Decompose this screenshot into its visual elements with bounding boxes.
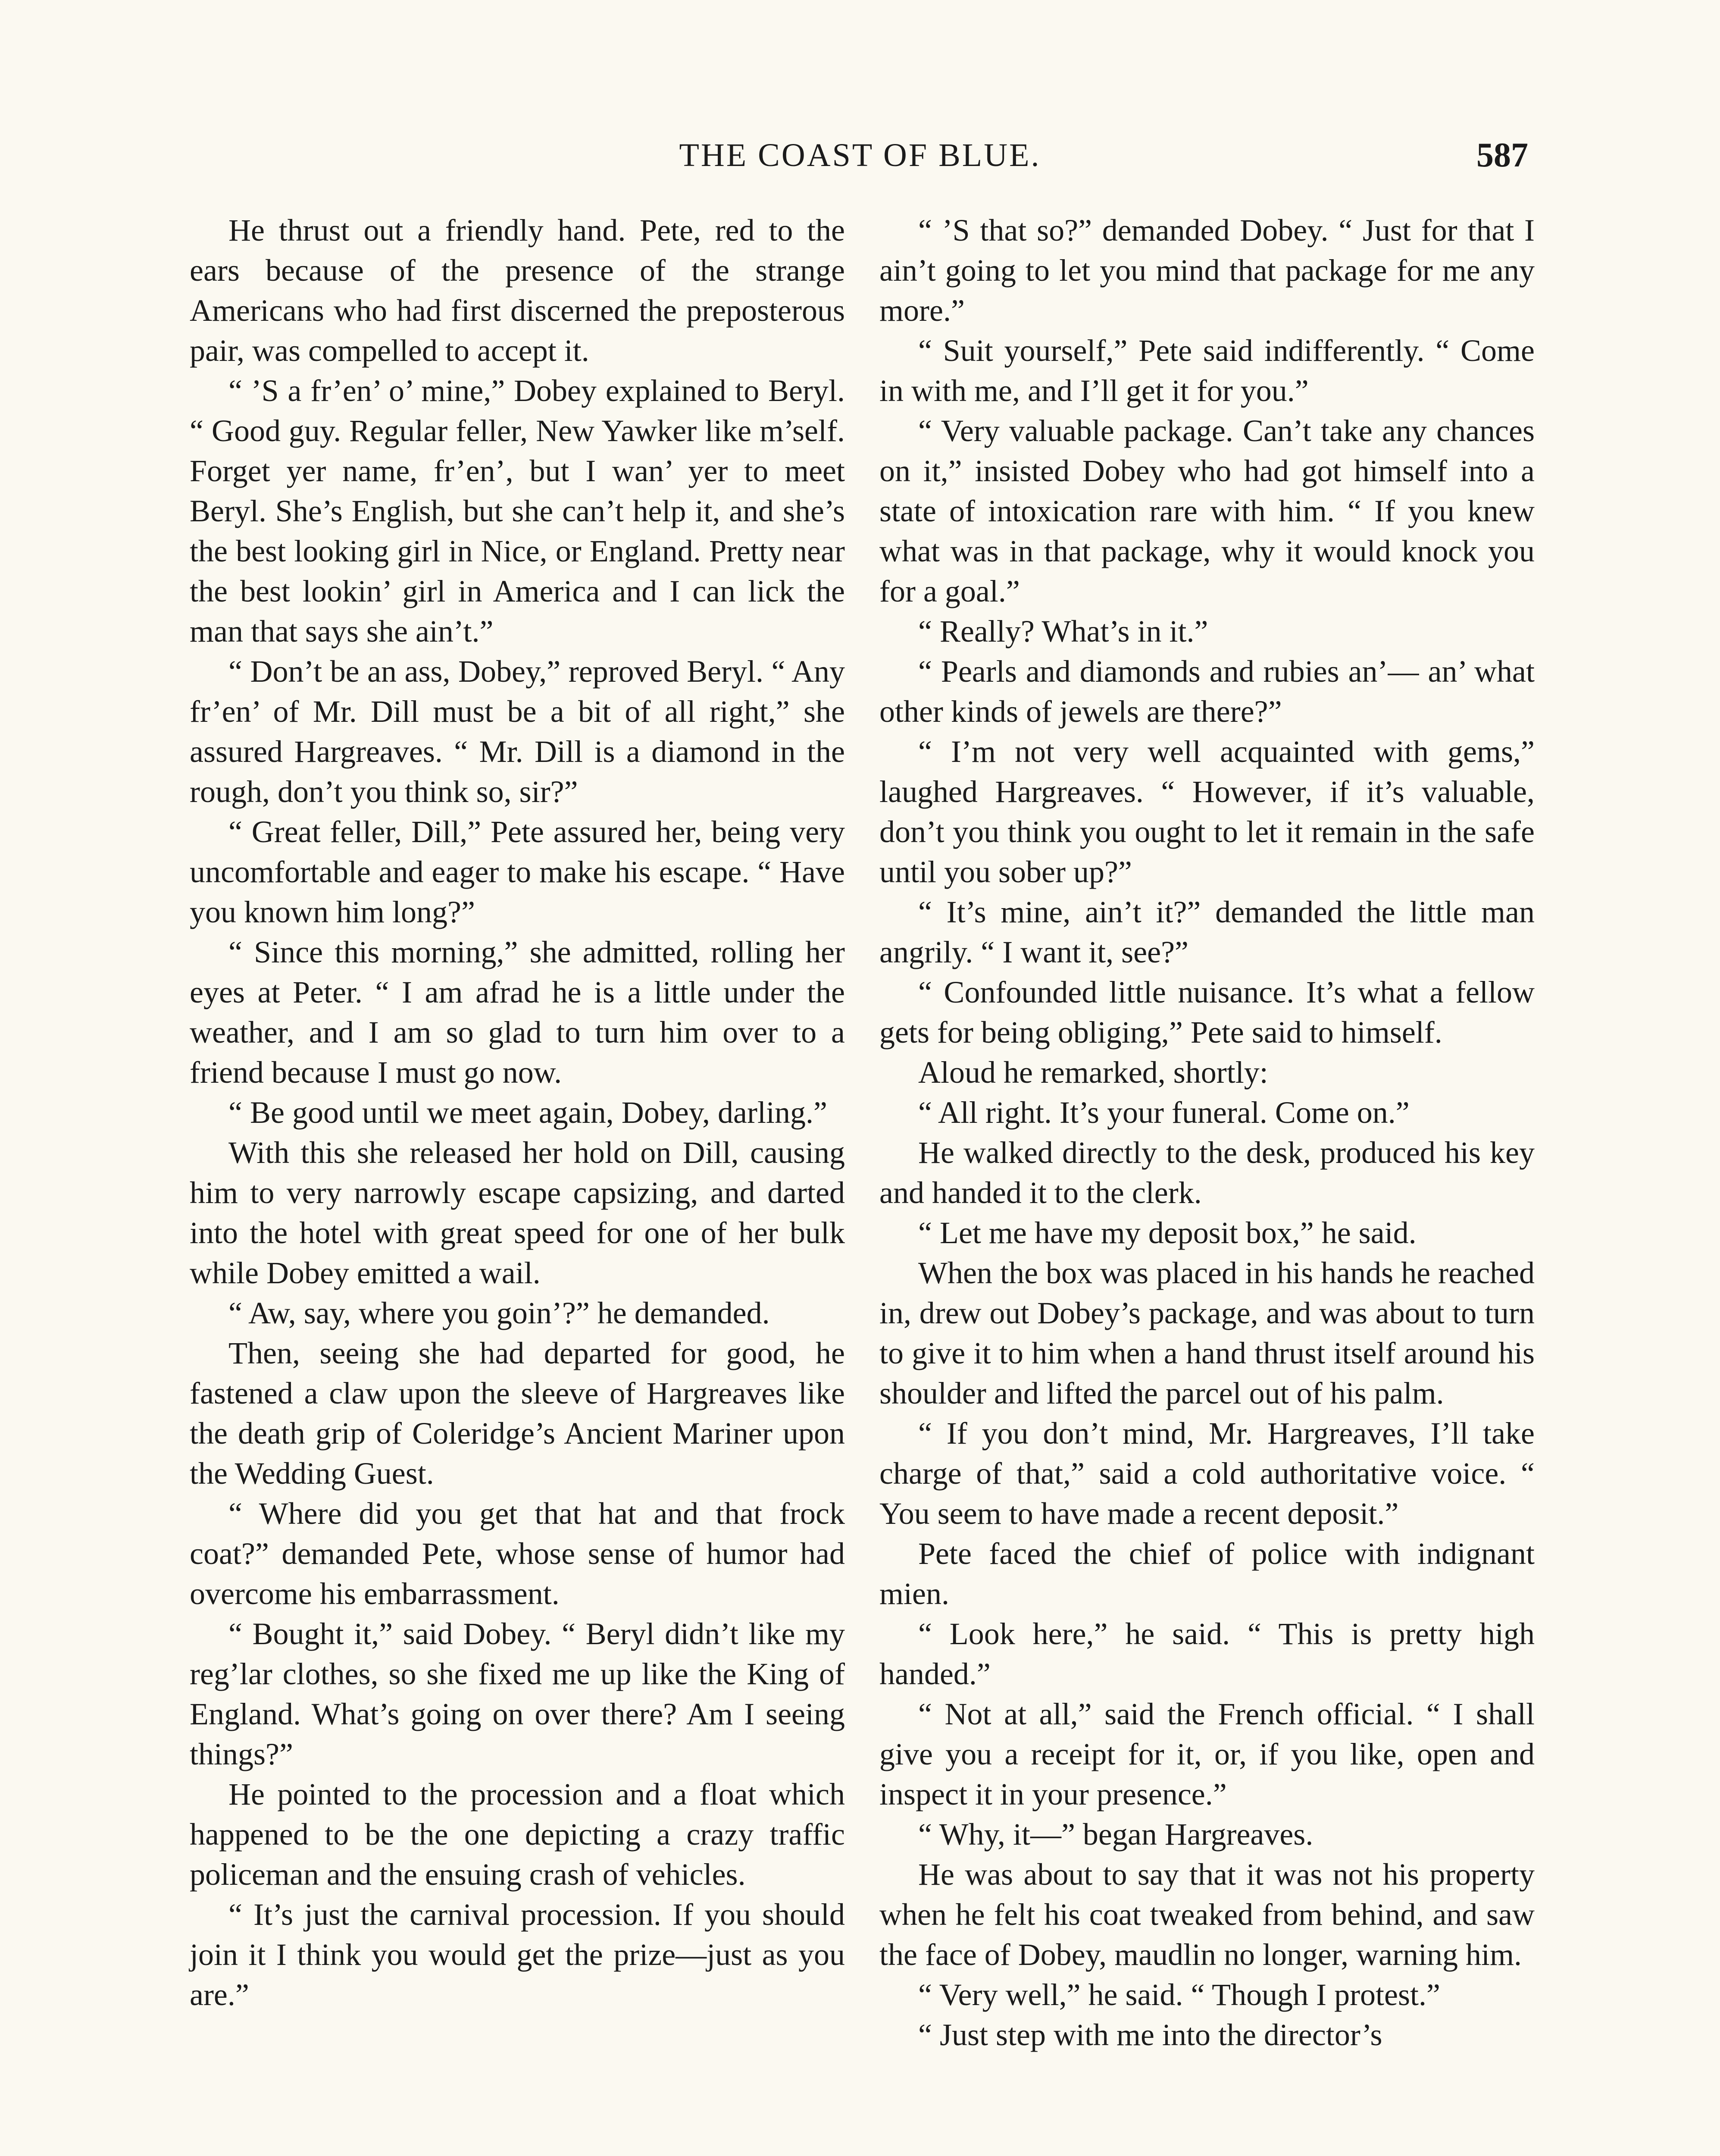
paragraph: “ Bought it,” said Dobey. “ Beryl didn’t like my reg’lar clothes, so she fixed me up like the King of England. What’s going on over there? Am I seeing things?” [190, 1617, 845, 1771]
paragraph: He was about to say that it was not his property when he felt his coat tweaked from behind, and saw the face of Dobey, maudlin no longer, warning him. [879, 1857, 1535, 1972]
paragraph: “ Confounded little nuisance. It’s what a fellow gets for being obliging,” Pete said to himself. [879, 975, 1535, 1050]
paragraph: “ Be good until we meet again, Dobey, darling.” [228, 1095, 827, 1130]
paragraph: “ Why, it—” began Hargreaves. [918, 1817, 1313, 1852]
left-column [190, 210, 845, 2015]
page-header [0, 129, 1720, 181]
paragraph: “ Just step with me into the director’s [918, 2018, 1382, 2052]
paragraph: When the box was placed in his hands he reached in, drew out Dobey’s package, and was about to turn to give it to him when a hand thrust itself around his shoulder and lifted the parcel out of his palm. [879, 1256, 1535, 1410]
paragraph: “ ’S a fr’en’ o’ mine,” Dobey explained to Beryl. “ Good guy. Regular feller, New Yawker like m’self. Forget yer name, fr’en’, but I wan’ yer to meet Beryl. She’s English, but she can’t help it, and she’s the best looking girl in Nice, or England. Pretty near the best lookin’ girl in America and I can lick the man that says she ain’t.” [190, 373, 845, 649]
paragraph: He walked directly to the desk, produced his key and handed it to the clerk. [879, 1135, 1535, 1210]
paragraph: “ Really? What’s in it.” [918, 614, 1208, 649]
paragraph: “ Very valuable package. Can’t take any chances on it,” insisted Dobey who had got himself into a state of intoxication rare with him. “ If you knew what was in that package, why it would knock you for a goal.” [879, 414, 1535, 608]
paragraph: “ All right. It’s your funeral. Come on.” [918, 1095, 1410, 1130]
paragraph: He thrust out a friendly hand. Pete, red to the ears because of the presence of the strange Americans who had first discerned the preposterous pair, was compelled to accept it. [190, 213, 845, 368]
paragraph: With this she released her hold on Dill, causing him to very narrowly escape capsizing, and darted into the hotel with great speed for one of her bulk while Dobey emitted a wail. [190, 1135, 845, 1290]
paragraph: “ Not at all,” said the French official. “ I shall give you a receipt for it, or, if you like, open and inspect it in your presence.” [879, 1697, 1535, 1811]
paragraph: He pointed to the procession and a float which happened to be the one depicting a crazy traffic policeman and the ensuing crash of vehicles. [190, 1777, 845, 1892]
paragraph: “ It’s just the carnival procession. If you should join it I think you would get the prize—just as you are.” [190, 1897, 845, 2012]
paragraph: “ Aw, say, where you goin’?” he demanded. [228, 1296, 770, 1330]
paragraph: “ Great feller, Dill,” Pete assured her, being very uncomfortable and eager to make his escape. “ Have you known him long?” [190, 815, 845, 929]
paragraph: “ Don’t be an ass, Dobey,” reproved Beryl. “ Any fr’en’ of Mr. Dill must be a bit of all right,” she assured Hargreaves. “ Mr. Dill is a diamond in the rough, don’t you think so, sir?” [190, 654, 845, 809]
paragraph: Pete faced the chief of police with indignant mien. [879, 1536, 1535, 1611]
paragraph: “ Since this morning,” she admitted, rolling her eyes at Peter. “ I am afrad he is a little under the weather, and I am so glad to turn him over to a friend because I must go now. [190, 935, 845, 1090]
paragraph: Then, seeing she had departed for good, he fastened a claw upon the sleeve of Hargreaves like the death grip of Coleridge’s Ancient Mariner upon the Wedding Guest. [190, 1336, 845, 1491]
paragraph: “ Suit yourself,” Pete said indifferently. “ Come in with me, and I’ll get it for you.” [879, 333, 1535, 408]
paragraph: “ If you don’t mind, Mr. Hargreaves, I’ll take charge of that,” said a cold authoritative voice. “ You seem to have made a recent deposit.” [879, 1416, 1535, 1531]
page-number: 587 [1476, 136, 1528, 174]
paragraph: “ It’s mine, ain’t it?” demanded the little man angrily. “ I want it, see?” [879, 895, 1535, 969]
paragraph: “ ’S that so?” demanded Dobey. “ Just for that I ain’t going to let you mind that package for me any more.” [879, 213, 1535, 328]
paragraph: “ Very well,” he said. “ Though I protest.” [918, 1977, 1440, 2012]
paragraph: “ Pearls and diamonds and rubies an’— an’ what other kinds of jewels are there?” [879, 654, 1535, 729]
paragraph: Aloud he remarked, shortly: [918, 1055, 1268, 1090]
paragraph: “ Let me have my deposit box,” he said. [918, 1216, 1417, 1250]
paragraph: “ Where did you get that hat and that frock coat?” demanded Pete, whose sense of humor had overcome his embarrassment. [190, 1496, 845, 1611]
right-column [879, 210, 1535, 2055]
paragraph: “ I’m not very well acquainted with gems,” laughed Hargreaves. “ However, if it’s valuable, don’t you think you ought to let it remain in the safe until you sober up?” [879, 734, 1535, 889]
running-title: THE COAST OF BLUE. [679, 137, 1041, 173]
paragraph: “ Look here,” he said. “ This is pretty high handed.” [879, 1617, 1535, 1691]
